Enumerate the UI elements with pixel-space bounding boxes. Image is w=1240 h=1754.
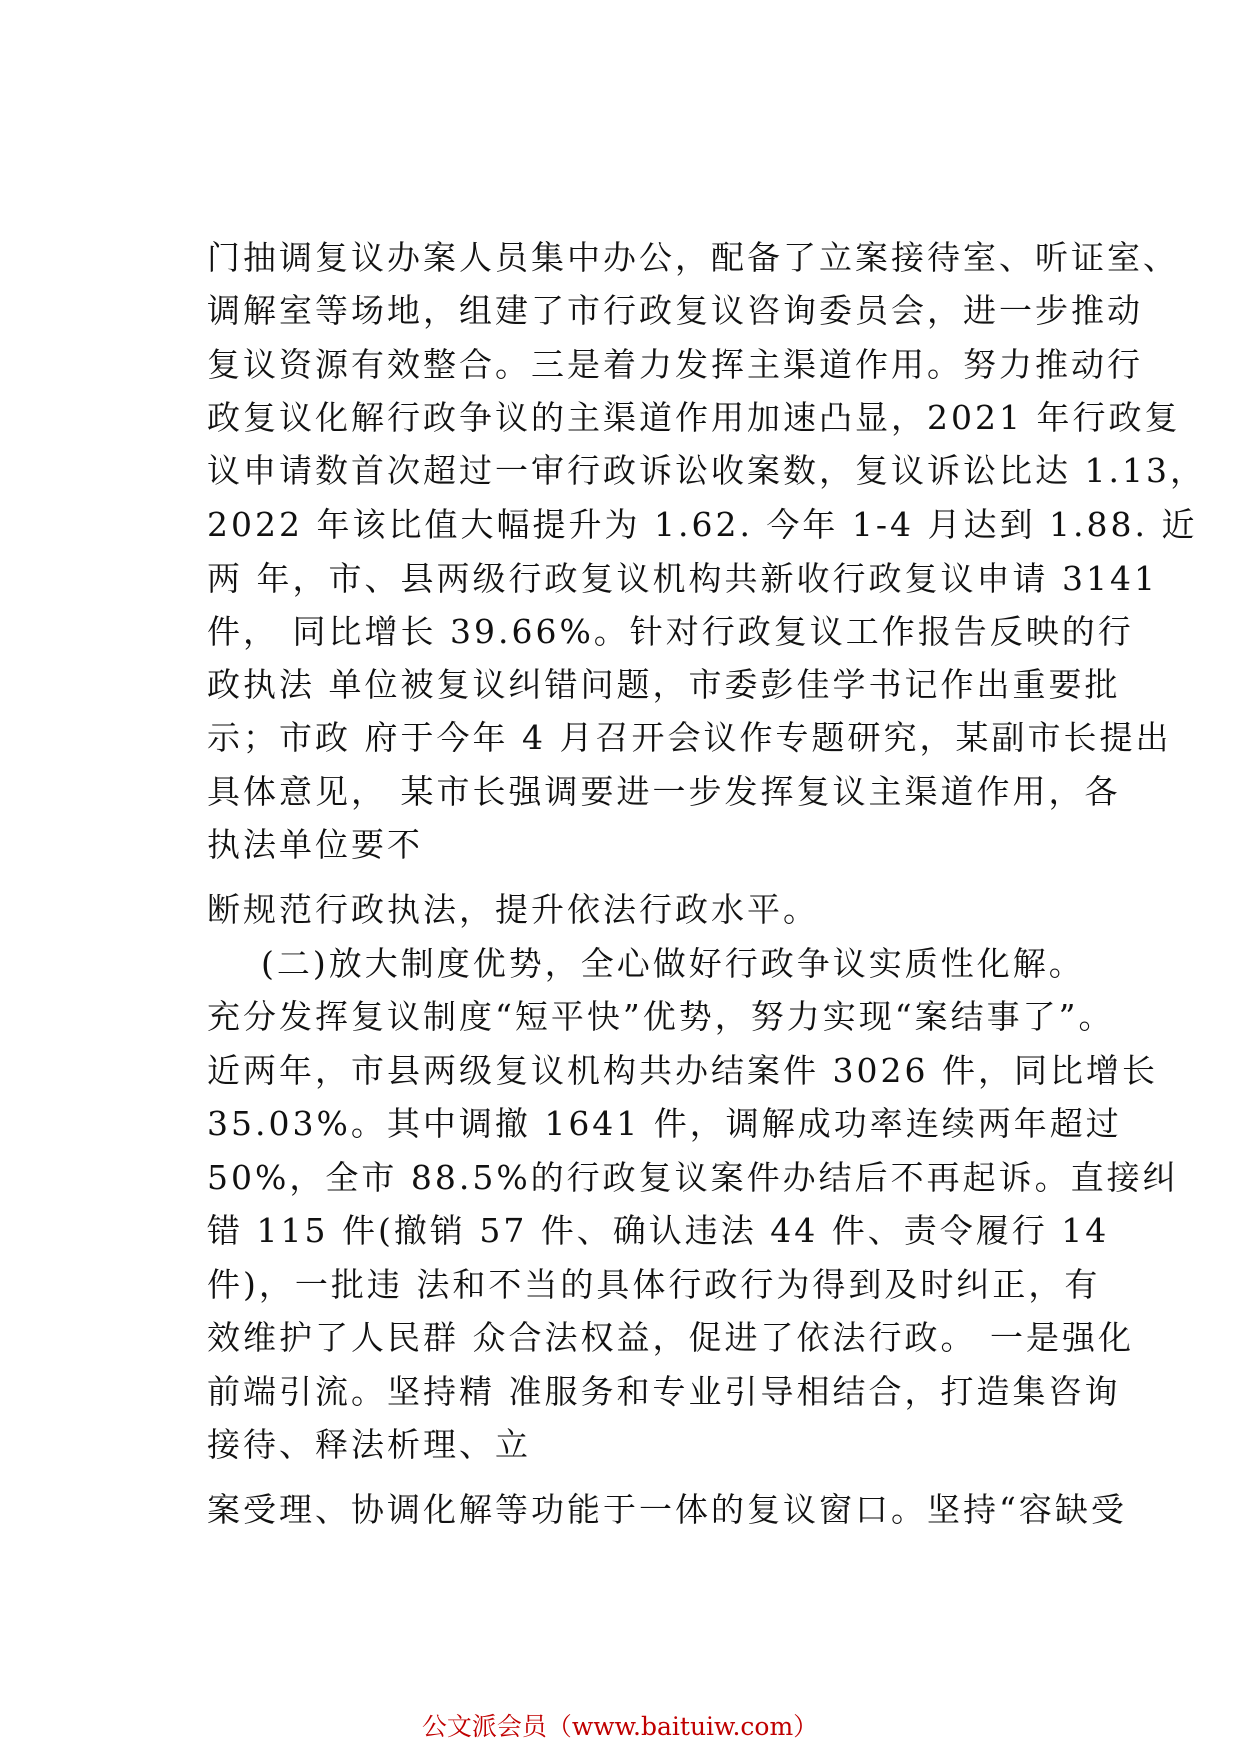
text-line: 执法单位要不 (207, 825, 423, 864)
text-line: 效维护了人民群 众合法权益，促进了依法行政。 一是强化 (207, 1318, 1134, 1357)
text-line: 复议资源有效整合。三是着力发挥主渠道作用。努力推动行 (207, 345, 1143, 384)
text-line: 断规范行政执法，提升依法行政水平。 (207, 890, 819, 929)
text-line: 2022 年该比值大幅提升为 1.62. 今年 1-4 月达到 1.88. 近 (207, 505, 1198, 544)
text-line: 错 115 件(撤销 57 件、确认违法 44 件、责令履行 14 (207, 1211, 1110, 1250)
text-line: 35.03%。其中调撤 1641 件，调解成功率连续两年超过 (207, 1104, 1122, 1143)
text-line: 件， 同比增长 39.66%。针对行政复议工作报告反映的行 (207, 612, 1134, 651)
text-line: 议申请数首次超过一审行政诉讼收案数，复议诉讼比达 1.13， (207, 451, 1206, 490)
paragraph-heading: (二)放大制度优势，全心做好行政争议实质性化解。 (207, 944, 1085, 983)
text-line: 政复议化解行政争议的主渠道作用加速凸显，2021 年行政复 (207, 398, 1181, 437)
text-line: 50%，全市 88.5%的行政复议案件办结后不再起诉。直接纠 (207, 1158, 1179, 1197)
text-line: 件)，一批违 法和不当的具体行政行为得到及时纠正，有 (207, 1265, 1101, 1304)
text-line: 充分发挥复议制度“短平快”优势，努力实现“案结事了”。 (207, 997, 1115, 1036)
text-line: 案受理、协调化解等功能于一体的复议窗口。坚持“容缺受 (207, 1490, 1127, 1529)
text-line: 近两年，市县两级复议机构共办结案件 3026 件，同比增长 (207, 1051, 1158, 1090)
text-line: 前端引流。坚持精 准服务和专业引导相结合，打造集咨询 (207, 1372, 1121, 1411)
text-line: 接待、释法析理、立 (207, 1425, 531, 1464)
text-line: 政执法 单位被复议纠错问题，市委彭佳学书记作出重要批 (207, 665, 1121, 704)
text-line: 示；市政 府于今年 4 月召开会议作专题研究，某副市长提出 (207, 718, 1172, 757)
text-line: 两 年，市、县两级行政复议机构共新收行政复议申请 3141 (207, 559, 1158, 598)
footer-watermark: 公文派会员（www.baituiw.com） (421, 1712, 819, 1741)
text-line: 调解室等场地，组建了市行政复议咨询委员会，进一步推动 (207, 291, 1143, 330)
text-line: 门抽调复议办案人员集中办公，配备了立案接待室、听证室、 (207, 238, 1179, 277)
text-line: 具体意见， 某市长强调要进一步发挥复议主渠道作用，各 (207, 772, 1121, 811)
